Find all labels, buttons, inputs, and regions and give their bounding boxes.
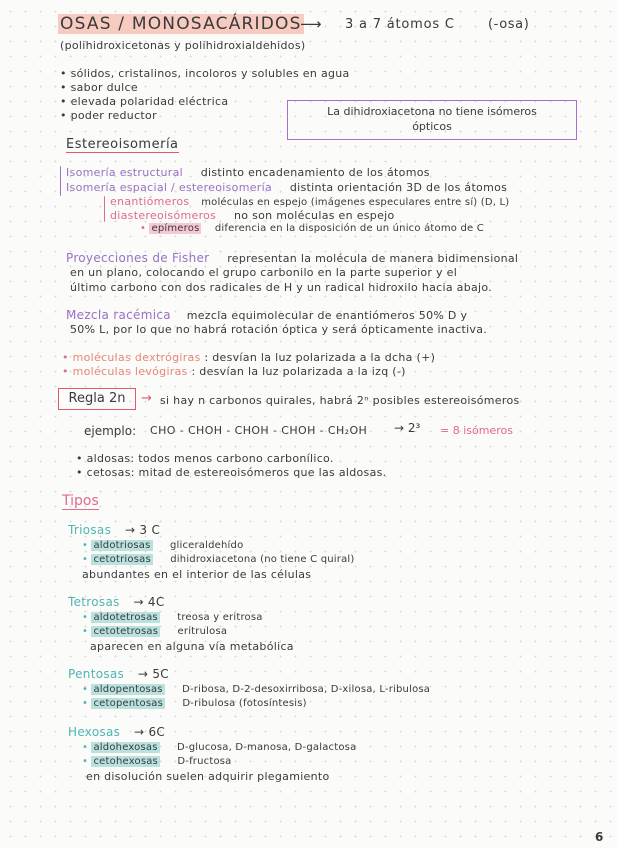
cetosas-note: • cetosas: mitad de estereoisómeros que las aldosas. (76, 466, 386, 479)
bracket-decoration (104, 196, 105, 222)
property-item: • sabor dulce (60, 81, 138, 94)
tetrosas-count: → 4C (133, 595, 165, 609)
hexosas-heading (68, 725, 165, 739)
isomeria-espacial-label: Isomería espacial / estereoisomería (66, 181, 273, 194)
triosas-subtype: aldotriosas (93, 540, 151, 551)
isomeria-espacial-text: distinta orientación 3D de los átomos (289, 181, 508, 194)
pentosas-example: D-ribosa, D-2-desoxirribosa, D-xilosa, L-ribulosa (182, 684, 431, 695)
pentosas-count: → 5C (137, 667, 169, 681)
pentosas-subtype: cetopentosas (93, 698, 163, 709)
note-box (287, 100, 577, 140)
pentosas-example: D-ribulosa (fotosíntesis) (182, 698, 307, 709)
epimeros-row (140, 223, 484, 234)
tetrosas-example: treosa y eritrosa (177, 612, 263, 623)
hexosas-subtype: cetohexosas (93, 756, 158, 767)
enantiomeros-label: enantiómeros (110, 195, 190, 208)
mezcla-label: Mezcla racémica (66, 308, 171, 322)
isomeria-estructural-text: distinto encadenamiento de los átomos (200, 166, 430, 179)
ejemplo-result: = 8 isómeros (440, 424, 513, 437)
tetrosas-label: Tetrosas (68, 595, 120, 609)
enantiomeros-text: moléculas en espejo (imágenes especulares entre sí) (D, L) (201, 197, 510, 208)
bracket-decoration (60, 166, 61, 196)
ejemplo-result-arrow: → 2³ (394, 421, 421, 435)
tipos-heading-text: Tipos (62, 493, 99, 509)
stereo-heading (66, 137, 179, 152)
triosas-count: → 3 C (124, 523, 161, 537)
subtitle: (polihidroxicetonas y polihidroxialdehidos) (60, 39, 306, 52)
hexosas-count: → 6C (134, 725, 166, 739)
property-item: • sólidos, cristalinos, incoloros y solubles en agua (60, 67, 350, 80)
tetrosas-subtype: aldotetrosas (93, 612, 158, 623)
hexosas-item (82, 742, 356, 753)
triosas-item (82, 540, 243, 551)
fisher-line: representan la molécula de manera bidimensional (227, 252, 519, 265)
title-text: OSAS / MONOSACÁRIDOS (60, 14, 302, 34)
pentosas-label: Pentosas (68, 667, 125, 681)
epimeros-text: diferencia en la disposición de un único átomo de C (214, 223, 484, 234)
triosas-note: abundantes en el interior de las células (82, 568, 312, 581)
enantiomeros-row (110, 195, 509, 208)
mezcla-row (66, 308, 467, 322)
tetrosas-heading (68, 595, 165, 609)
tetrosas-example: eritrulosa (177, 626, 228, 637)
aldosas-note: • aldosas: todos menos carbono carbonílico. (76, 452, 334, 465)
tipos-heading (62, 493, 99, 509)
triosas-example: gliceraldehído (169, 540, 244, 551)
levo-label: moléculas levógiras (72, 365, 188, 378)
fisher-label: Proyecciones de Fisher (66, 251, 210, 265)
epimeros-label: epímeros (151, 223, 200, 234)
tetrosas-item (82, 626, 227, 637)
dextro-text: : desvían la luz polarizada a la dcha (+) (204, 351, 436, 364)
hexosas-example: D-fructosa (177, 756, 232, 767)
regla-text: si hay n carbonos quirales, habrá 2ⁿ posibles estereoisómeros (160, 394, 520, 407)
tetrosas-note: aparecen en alguna vía metabólica (90, 640, 294, 653)
isomeria-espacial-row (66, 181, 507, 194)
levo-row (62, 365, 406, 378)
diastereo-label: diastereoisómeros (110, 209, 217, 222)
ejemplo-formula: CHO - CHOH - CHOH - CHOH - CH₂OH (150, 424, 368, 437)
fisher-row (66, 251, 518, 265)
stereo-heading-text: Estereoisomería (66, 137, 179, 152)
diastereo-text: no son moléculas en espejo (234, 209, 395, 222)
note-line: ópticos (412, 120, 452, 133)
property-item: • elevada polaridad eléctrica (60, 95, 228, 108)
triosas-item (82, 554, 355, 565)
regla-arrow: → (141, 391, 152, 406)
tetrosas-item (82, 612, 263, 623)
hexosas-note: en disolución suelen adquirir plegamiento (86, 770, 330, 783)
triosas-example: dihidroxiacetona (no tiene C quiral) (170, 554, 355, 565)
note-line: La dihidroxiacetona no tiene isómeros (327, 105, 537, 118)
hexosas-example: D-glucosa, D-manosa, D-galactosa (177, 742, 357, 753)
pentosas-subtype: aldopentosas (93, 684, 163, 695)
dextro-row (62, 351, 435, 364)
hexosas-item (82, 756, 232, 767)
fisher-line: en un plano, colocando el grupo carbonilo en la parte superior y el (70, 266, 458, 279)
isomeria-estructural-label: Isomería estructural (66, 166, 183, 179)
title-arrow: ⟶ (300, 15, 322, 33)
title-atoms: 3 a 7 átomos C (345, 17, 455, 32)
pentosas-heading (68, 667, 169, 681)
mezcla-line: 50% L, por lo que no habrá rotación óptica y será ópticamente inactiva. (70, 323, 488, 336)
property-item: • poder reductor (60, 109, 157, 122)
page-number: 6 (595, 830, 604, 844)
pentosas-item (82, 698, 307, 709)
mezcla-line: mezcla equimolecular de enantiómeros 50% D y (186, 309, 468, 322)
isomeria-estructural-row (66, 166, 430, 179)
dextro-label: moléculas dextrógiras (72, 351, 201, 364)
hexosas-label: Hexosas (68, 725, 121, 739)
page-title (58, 14, 304, 34)
triosas-subtype: cetotriosas (93, 554, 151, 565)
levo-text: : desvían la luz polarizada a la izq (-) (191, 365, 406, 378)
title-suffix: (-osa) (488, 17, 530, 32)
hexosas-subtype: aldohexosas (93, 742, 158, 753)
pentosas-item (82, 684, 430, 695)
fisher-line: último carbono con dos radicales de H y un radical hidroxilo hacia abajo. (70, 281, 493, 294)
triosas-heading (68, 523, 160, 537)
diastereo-row (110, 209, 395, 222)
regla-box: Regla 2n (58, 388, 136, 410)
tetrosas-subtype: cetotetrosas (93, 626, 159, 637)
ejemplo-label: ejemplo: (84, 424, 137, 438)
triosas-label: Triosas (68, 523, 112, 537)
